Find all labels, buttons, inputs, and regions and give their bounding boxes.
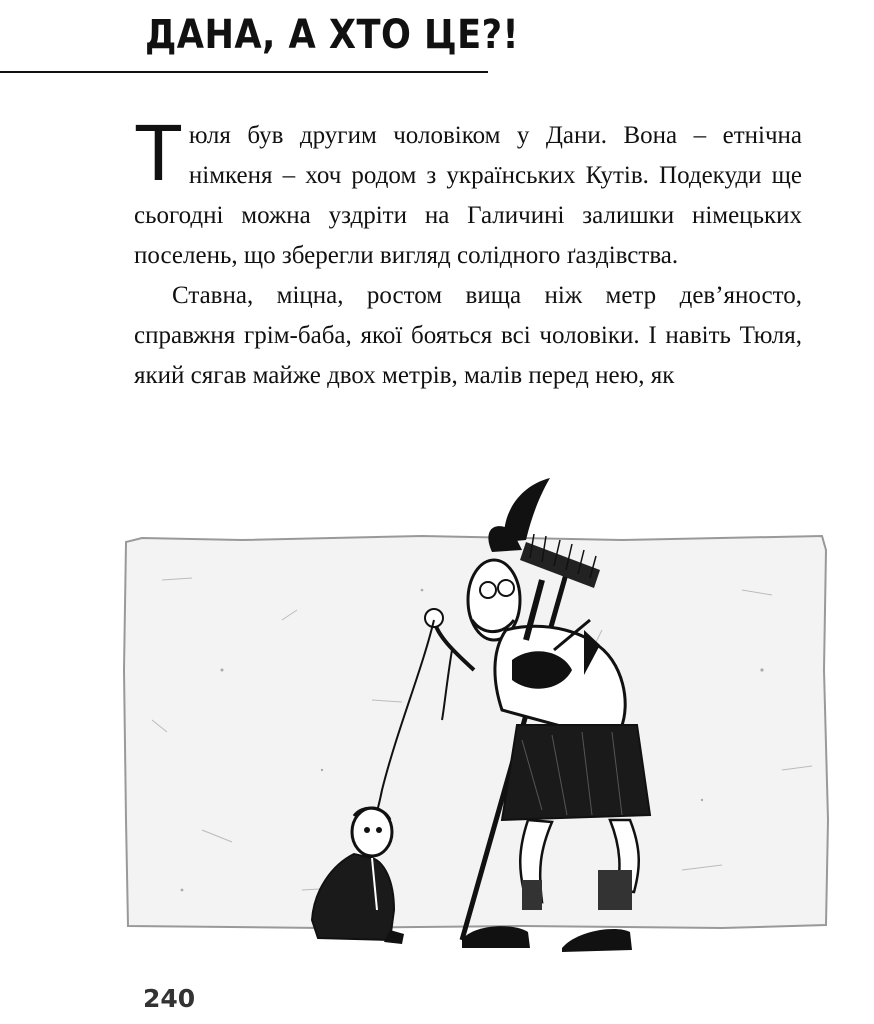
illustration (122, 470, 830, 970)
paragraph-1 (134, 108, 802, 276)
paragraph-2: Ставна, міцна, ростом вища ніж метр дев’яносто, справжня грім-баба, якої бояться всі чоловіки. І навіть Тюля, який сягав майже двох метрів, малів перед нею, як (134, 282, 802, 389)
drop-cap: Т (134, 108, 183, 197)
paragraph-1-text: юля був другим чоловіком у Дани. Вона – етнічна німкеня – хоч родом з українських Кутів. Подекуди ще сьогодні можна уздріти на Галичині залишки німецьких поселень, що зберегли вигляд солідного ґаздівства. (134, 122, 802, 269)
page-number: 240 (143, 984, 196, 1013)
title-underline (0, 71, 488, 73)
chapter-title: ДАНА, А ХТО ЦЕ?! (145, 12, 519, 58)
body-text (134, 108, 802, 396)
